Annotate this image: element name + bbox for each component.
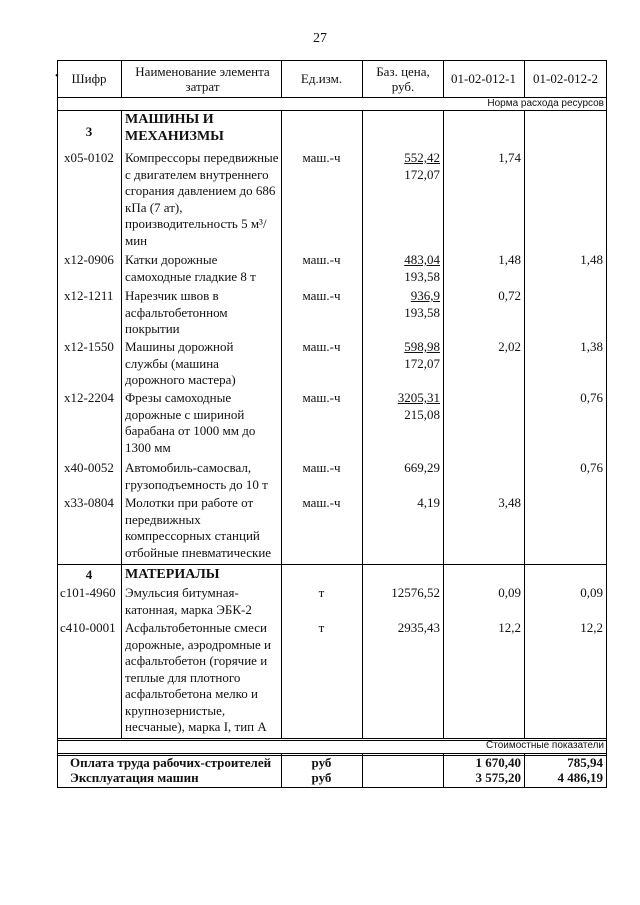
machine-unit: маш.-ч — [302, 252, 341, 267]
header-code: Шифр — [71, 71, 107, 86]
material-code: с410-0001 — [60, 620, 116, 635]
machine-price: 3205,31 — [397, 390, 440, 405]
total-value-1: 3 575,20 — [475, 770, 521, 785]
machine-unit: маш.-ч — [302, 150, 341, 165]
machine-price: 936,9 — [410, 288, 440, 303]
header-price: Баз. цена, руб. — [376, 64, 430, 94]
material-norm-2: 12,2 — [580, 620, 603, 635]
total-unit: руб — [311, 755, 332, 770]
section3-number: 3 — [85, 124, 93, 139]
header-col1: 01-02-012-1 — [451, 71, 516, 86]
machine-code: х12-1211 — [64, 288, 114, 303]
machine-price: 483,04 — [404, 252, 440, 267]
material-norm-1: 0,09 — [498, 585, 521, 600]
section3-title: МАШИНЫ И МЕХАНИЗМЫ — [125, 112, 224, 144]
machine-unit: маш.-ч — [302, 390, 341, 405]
total-unit: руб — [311, 770, 332, 785]
machine-norm-2: 0,76 — [580, 460, 603, 475]
machine-name: Молотки при работе от передвижных компрессорных станций отбойные пневматические — [125, 495, 272, 560]
total-label: Оплата труда рабочих-строителей — [70, 755, 272, 770]
total-value-1: 1 670,40 — [475, 755, 521, 770]
machine-norm-1: 0,72 — [498, 288, 521, 303]
machine-name: Катки дорожные самоходные гладкие 8 т — [125, 252, 256, 284]
machine-price-wage: 193,58 — [404, 304, 440, 320]
machine-name: Автомобиль-самосвал, грузоподъемность до 10 т — [125, 460, 268, 492]
machine-unit: маш.-ч — [302, 460, 341, 475]
machine-unit: маш.-ч — [302, 288, 341, 303]
header-name: Наименование элемента затрат — [135, 64, 270, 94]
machine-price-wage: 172,07 — [404, 166, 440, 182]
norm-caption: Норма расхода ресурсов — [487, 98, 604, 109]
material-code: с101-4960 — [60, 585, 116, 600]
header-unit: Ед.изм. — [300, 71, 343, 86]
cost-caption: Стоимостные показатели — [486, 740, 604, 751]
material-norm-2: 0,09 — [580, 585, 603, 600]
machine-code: х12-0906 — [64, 252, 114, 267]
material-name: Эмульсия битумная-катонная, марка ЭБК-2 — [125, 585, 252, 617]
machine-norm-2: 1,48 — [580, 252, 603, 267]
machine-price: 598,98 — [404, 339, 440, 354]
machine-name: Нарезчик швов в асфальтобетонном покрытии — [125, 288, 228, 336]
total-value-2: 785,94 — [567, 755, 603, 770]
material-unit: т — [318, 620, 325, 635]
machine-code: х12-2204 — [64, 390, 114, 405]
machine-code: х33-0804 — [64, 495, 114, 510]
machine-unit: маш.-ч — [302, 495, 341, 510]
machine-price: 4,19 — [417, 495, 440, 510]
total-label: Эксплуатация машин — [70, 770, 199, 785]
machine-norm-1: 3,48 — [498, 495, 521, 510]
machine-unit: маш.-ч — [302, 339, 341, 354]
material-unit: т — [318, 585, 325, 600]
machine-price-wage: 215,08 — [404, 406, 440, 422]
machine-norm-2: 1,38 — [580, 339, 603, 354]
page-number: 27 — [313, 31, 327, 46]
material-name: Асфальтобетонные смеси дорожные, аэродромные и асфальтобетон (горячие и теплые для плотного асфальтобетона мелко и крупнозернистые, несчаные), марка I, тип А — [125, 620, 271, 734]
header-col2: 01-02-012-2 — [533, 71, 598, 86]
machine-code: х12-1550 — [64, 339, 114, 354]
section4-title: МАТЕРИАЛЫ — [125, 567, 220, 582]
machine-norm-2: 0,76 — [580, 390, 603, 405]
material-norm-1: 12,2 — [498, 620, 521, 635]
machine-name: Фрезы самоходные дорожные с шириной барабана от 1000 мм до 1300 мм — [125, 390, 256, 455]
material-price: 2935,43 — [397, 620, 440, 635]
machine-name: Машины дорожной службы (машина дорожного мастера) — [125, 339, 236, 387]
machine-price: 669,29 — [404, 460, 440, 475]
machine-price: 552,42 — [404, 150, 440, 165]
machine-norm-1: 2,02 — [498, 339, 521, 354]
material-price: 12576,52 — [391, 585, 440, 600]
machine-name: Компрессоры передвижные с двигателем внутреннего сгорания давлением до 686 кПа (7 ат), производительность 5 м³/мин — [125, 150, 279, 248]
machine-code: х40-0052 — [64, 460, 114, 475]
machine-code: х05-0102 — [64, 150, 114, 165]
machine-price-wage: 172,07 — [404, 355, 440, 371]
machine-norm-1: 1,74 — [498, 150, 521, 165]
section4-number: 4 — [85, 567, 93, 582]
margin-mark: • — [55, 70, 59, 82]
machine-norm-1: 1,48 — [498, 252, 521, 267]
total-value-2: 4 486,19 — [557, 770, 603, 785]
machine-price-wage: 193,58 — [404, 268, 440, 284]
